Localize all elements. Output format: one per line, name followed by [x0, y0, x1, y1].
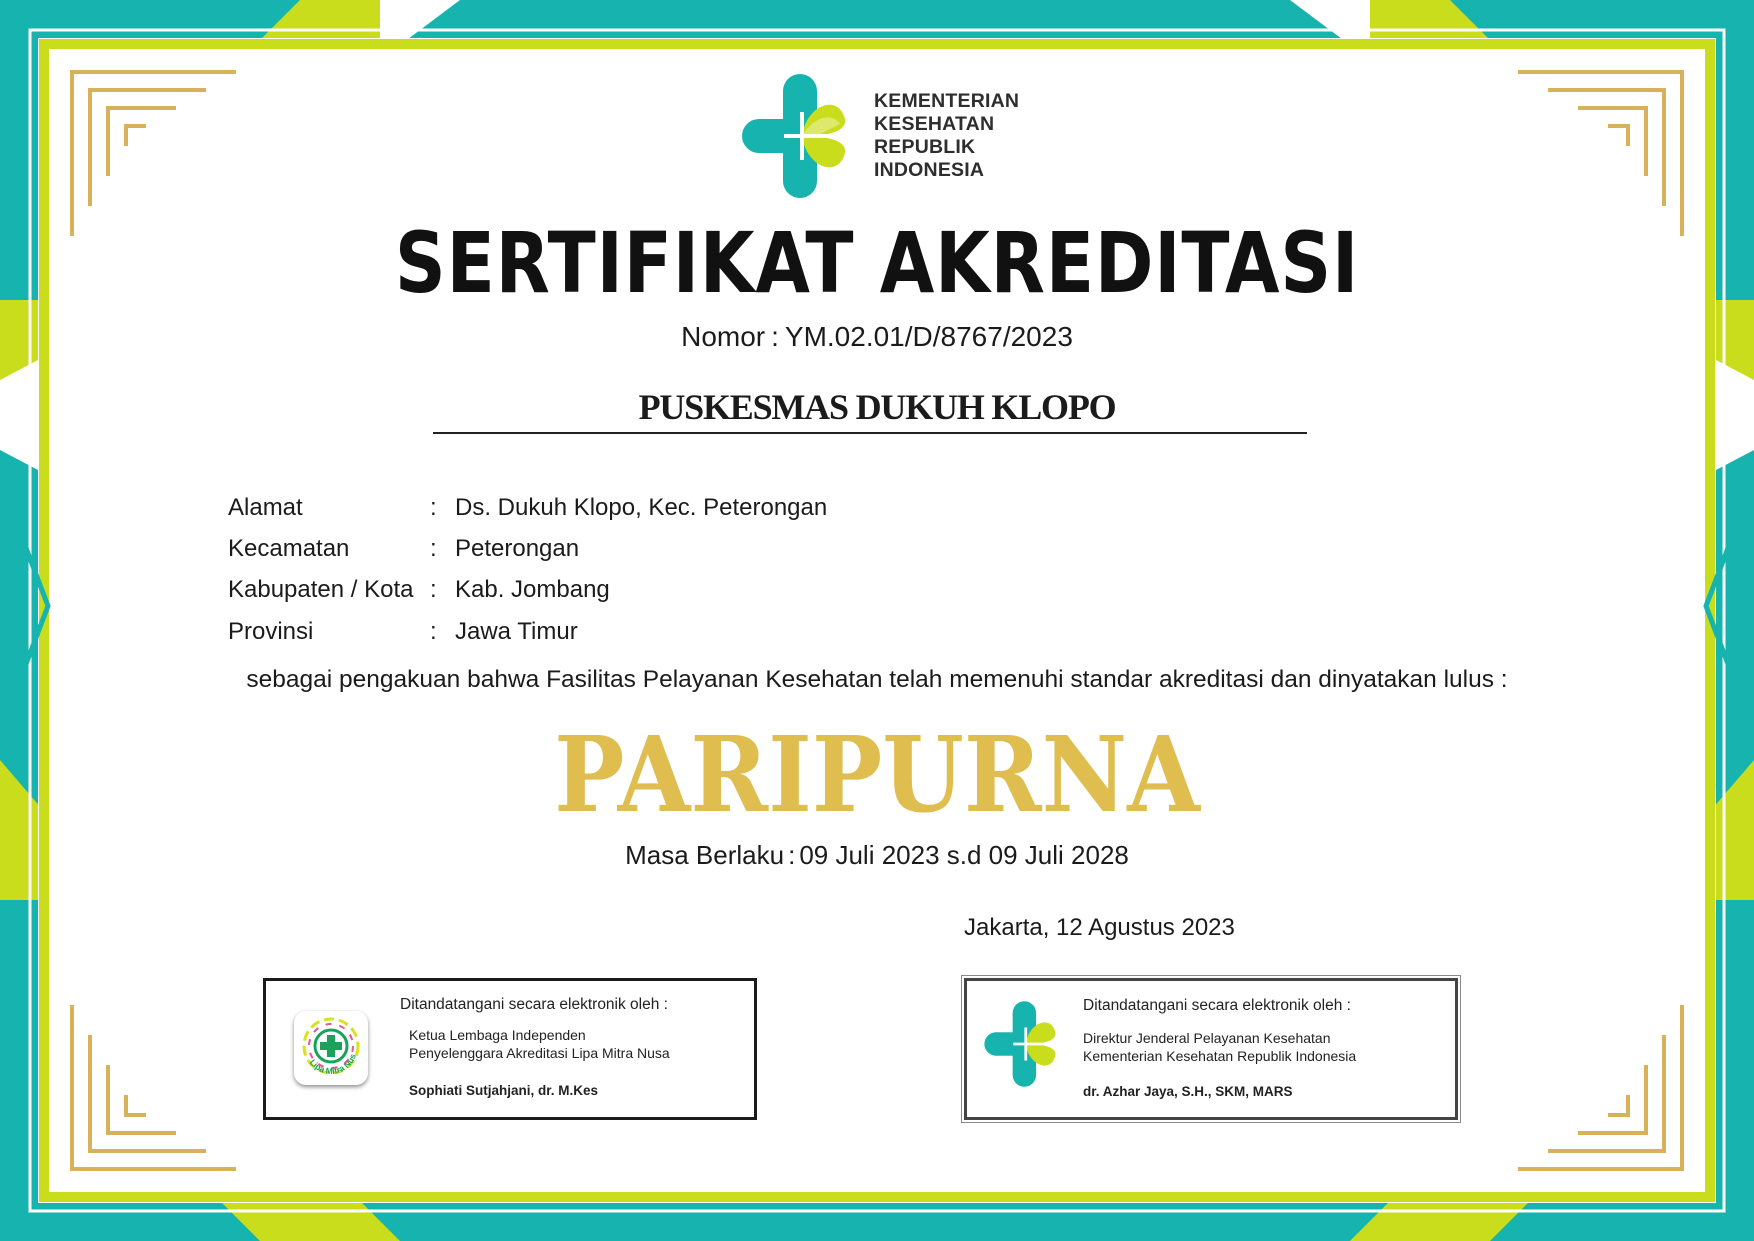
validity-value: 09 Juli 2023 s.d 09 Juli 2028 [799, 840, 1129, 870]
detail-separator: : [430, 535, 437, 562]
signature-heading: Ditandatangani secara elektronik oleh : [1083, 997, 1351, 1014]
signature-role-line: Ketua Lembaga Independen [409, 1027, 586, 1043]
detail-separator: : [430, 618, 437, 645]
validity-label: Masa Berlaku [625, 840, 785, 870]
signature-role-line: Direktur Jenderal Pelayanan Kesehatan [1083, 1030, 1331, 1046]
kemkes-logo-icon [983, 999, 1063, 1089]
facility-detail-kabupaten [0, 573, 1754, 607]
kemkes-logo-icon [740, 72, 856, 200]
ministry-name-line: INDONESIA [874, 159, 985, 181]
ministry-name [874, 90, 1074, 182]
detail-label: Provinsi [228, 618, 314, 645]
certificate-number [0, 320, 1754, 354]
signature-box-dirjen [964, 978, 1458, 1120]
ministry-name-line: REPUBLIK [874, 136, 976, 158]
facility-detail-alamat [0, 491, 1754, 525]
signer-name: Sophiati Sutjahjani, dr. M.Kes [409, 1083, 599, 1098]
detail-value: Kab. Jombang [455, 576, 610, 603]
accreditation-grade: PARIPURNA [554, 713, 1200, 836]
signature-role-line: Penyelenggara Akreditasi Lipa Mitra Nusa [409, 1045, 670, 1061]
signature-role-line: Kementerian Kesehatan Republik Indonesia [1083, 1048, 1357, 1064]
detail-label: Kabupaten / Kota [228, 576, 414, 603]
facility-name-underline [433, 432, 1307, 434]
signer-name: dr. Azhar Jaya, S.H., SKM, MARS [1083, 1084, 1293, 1099]
detail-label: Kecamatan [228, 535, 350, 562]
detail-value: Peterongan [455, 535, 580, 562]
detail-value: Ds. Dukuh Klopo, Kec. Peterongan [455, 494, 828, 521]
certificate-number-label: Nomor [681, 321, 766, 352]
ministry-name-line: KEMENTERIAN [874, 90, 1020, 112]
certificate-number-value: YM.02.01/D/8767/2023 [784, 321, 1073, 352]
accreditation-statement: sebagai pengakuan bahwa Fasilitas Pelayanan Kesehatan telah memenuhi standar akreditasi dan dinyatakan lulus : [246, 666, 1508, 693]
detail-value: Jawa Timur [455, 618, 578, 645]
signature-heading: Ditandatangani secara elektronik oleh : [400, 996, 668, 1013]
validity-separator: : [788, 840, 796, 870]
facility-detail-kecamatan [0, 532, 1754, 566]
certificate-title: SERTIFIKAT AKREDITASI [394, 214, 1360, 312]
lipa-mitra-nusa-logo-text: Lipa Mitra Nus [307, 1052, 358, 1077]
lipa-mitra-nusa-logo-icon [294, 1011, 368, 1085]
validity-period [0, 838, 1754, 872]
facility-name: PUSKESMAS DUKUH KLOPO [638, 387, 1116, 427]
signature-box-lembaga [263, 978, 757, 1120]
detail-separator: : [430, 494, 437, 521]
detail-separator: : [430, 576, 437, 603]
ministry-name-line: KESEHATAN [874, 113, 995, 135]
facility-detail-provinsi [0, 615, 1754, 649]
detail-label: Alamat [228, 494, 303, 521]
certificate-number-separator: : [771, 321, 779, 352]
signing-place-date: Jakarta, 12 Agustus 2023 [964, 914, 1235, 941]
